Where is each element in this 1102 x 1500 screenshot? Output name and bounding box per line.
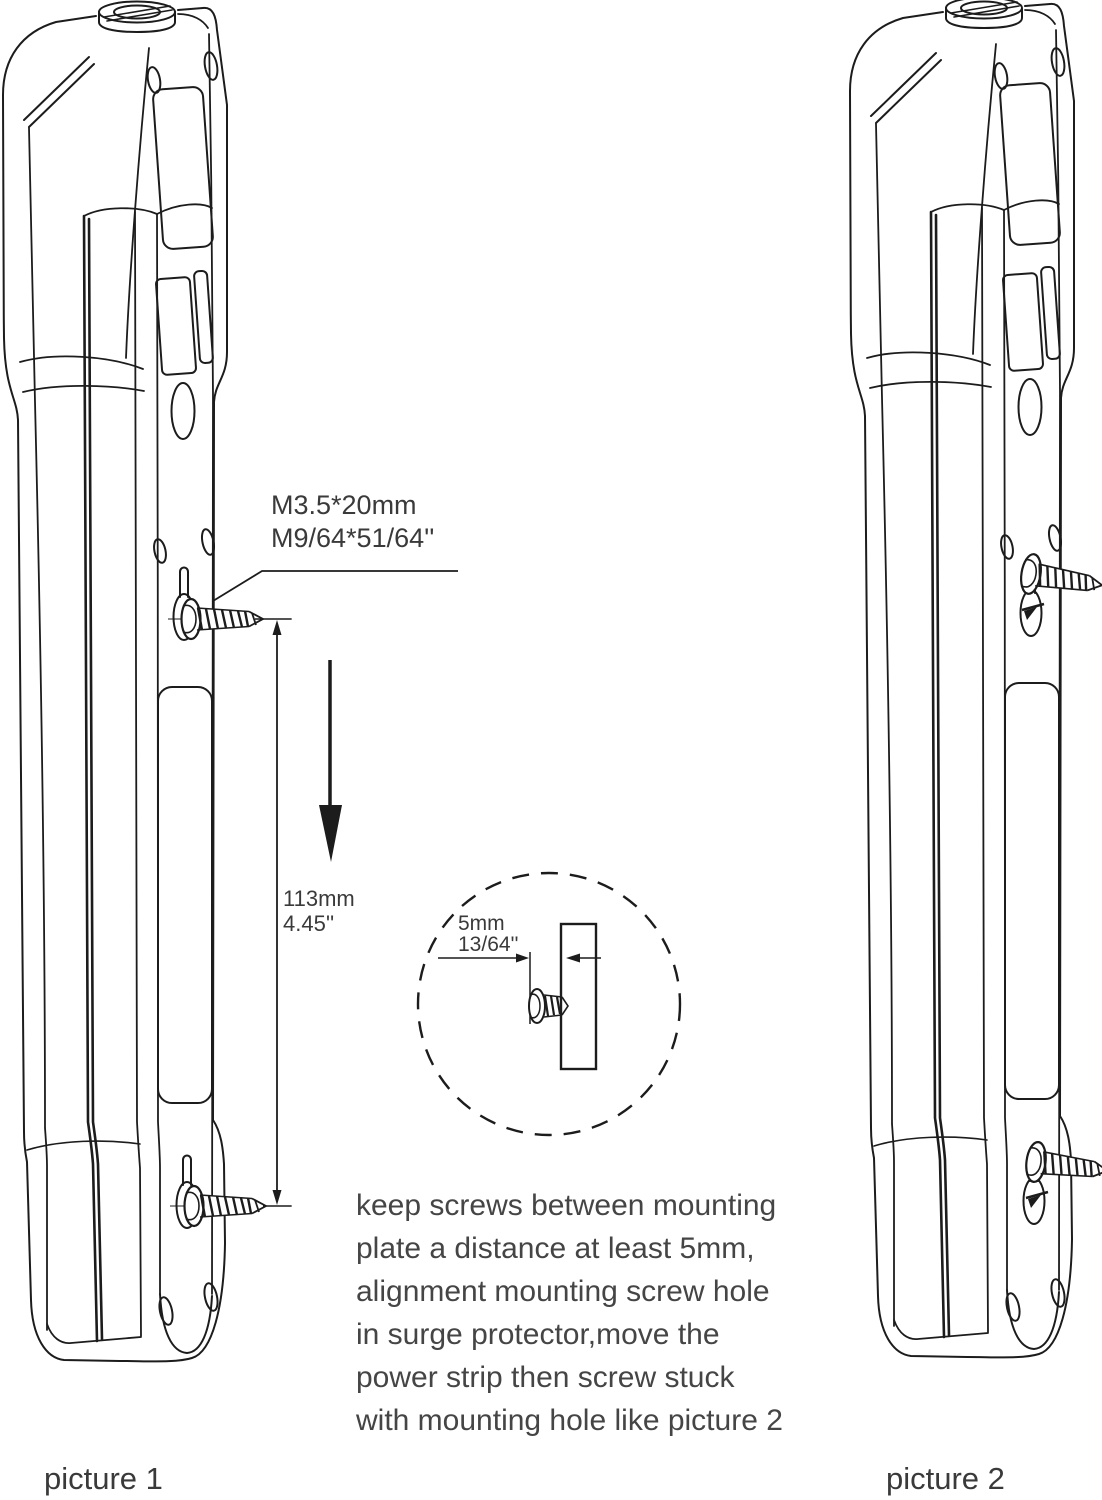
- down-arrow: [319, 660, 342, 862]
- screw-spec-imperial: M9/64*51/64'': [271, 523, 435, 553]
- detail-gap-metric: 5mm: [458, 912, 505, 935]
- instruction-text: [356, 1184, 783, 1442]
- screw-distance-label: [283, 886, 355, 936]
- lower-screw-engaged: [1024, 1141, 1102, 1191]
- instruction-line: with mounting hole like picture 2: [356, 1404, 783, 1437]
- screw-distance-imperial: 4.45'': [283, 911, 335, 936]
- instruction-line: in surge protector,move the: [356, 1318, 720, 1351]
- screw-distance-metric: 113mm: [283, 886, 355, 911]
- caption-picture-2: picture 2: [886, 1461, 1005, 1496]
- instruction-line: alignment mounting screw hole: [356, 1275, 770, 1308]
- instruction-line: power strip then screw stuck: [356, 1361, 735, 1394]
- screw-spec-metric: M3.5*20mm: [271, 490, 417, 520]
- instruction-line: keep screws between mounting: [356, 1189, 777, 1222]
- detail-gap-label: [458, 913, 519, 955]
- upper-screw: [182, 599, 264, 639]
- engaged-screw-marks: [1022, 604, 1048, 1208]
- screw-spec-label: [271, 489, 434, 555]
- instruction-line: plate a distance at least 5mm,: [356, 1232, 755, 1265]
- screw-spec-leader-line: [213, 571, 458, 601]
- caption-picture-1: picture 1: [44, 1461, 163, 1496]
- detail-gap-imperial: 13/64'': [458, 933, 519, 956]
- power-strip-picture-1: [3, 2, 292, 1362]
- power-strip-picture-2: [850, 0, 1102, 1357]
